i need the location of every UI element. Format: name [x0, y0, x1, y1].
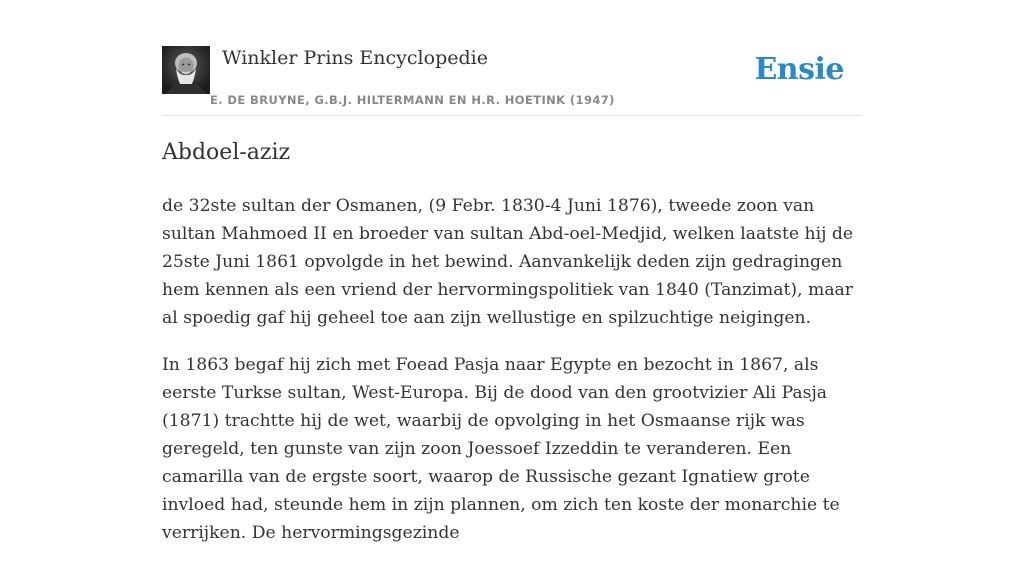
source-title[interactable]: Winkler Prins Encyclopedie — [222, 47, 488, 69]
source-authors: E. DE BRUYNE, G.B.J. HILTERMANN EN H.R. HOETINK (1947) — [210, 93, 615, 107]
article-title: Abdoel-aziz — [162, 140, 291, 165]
source-header — [162, 46, 862, 116]
article-paragraph-1: de 32ste sultan der Osmanen, (9 Febr. 1830-4 Juni 1876), tweede zoon van sultan Mahmoed II en broeder van sultan Abd-oel-Medjid, welken laatste hij de 25ste Juni 1861 opvolgde in het bewind. Aanvankelijk deden zijn gedragingen hem kennen als een vriend der hervormingspolitiek van 1840 (Tanzimat), maar al spoedig gaf hij geheel toe aan zijn wellustige en spilzuchtige neigingen. — [162, 196, 854, 328]
author-avatar[interactable] — [162, 46, 210, 94]
article-body — [162, 192, 864, 566]
ensie-logo-link[interactable]: Ensie — [754, 52, 844, 87]
article-paragraph-2: In 1863 begaf hij zich met Foead Pasja naar Egypte en bezocht in 1867, als eerste Turkse sultan, West-Europa. Bij de dood van den grootvizier Ali Pasja (1871) trachtte hij de wet, waarbij de opvolging in het Osmaanse rijk was geregeld, ten gunste van zijn zoon Joessoef Izzeddin te veranderen. Een camarilla van de ergste soort, waarop de Russische gezant Ignatiew grote invloed had, steunde hem in zijn plannen, om zich ten koste der monarchie te verrijken. De hervormingsgezinde — [162, 355, 840, 543]
bearded-man-portrait-icon — [162, 46, 210, 94]
